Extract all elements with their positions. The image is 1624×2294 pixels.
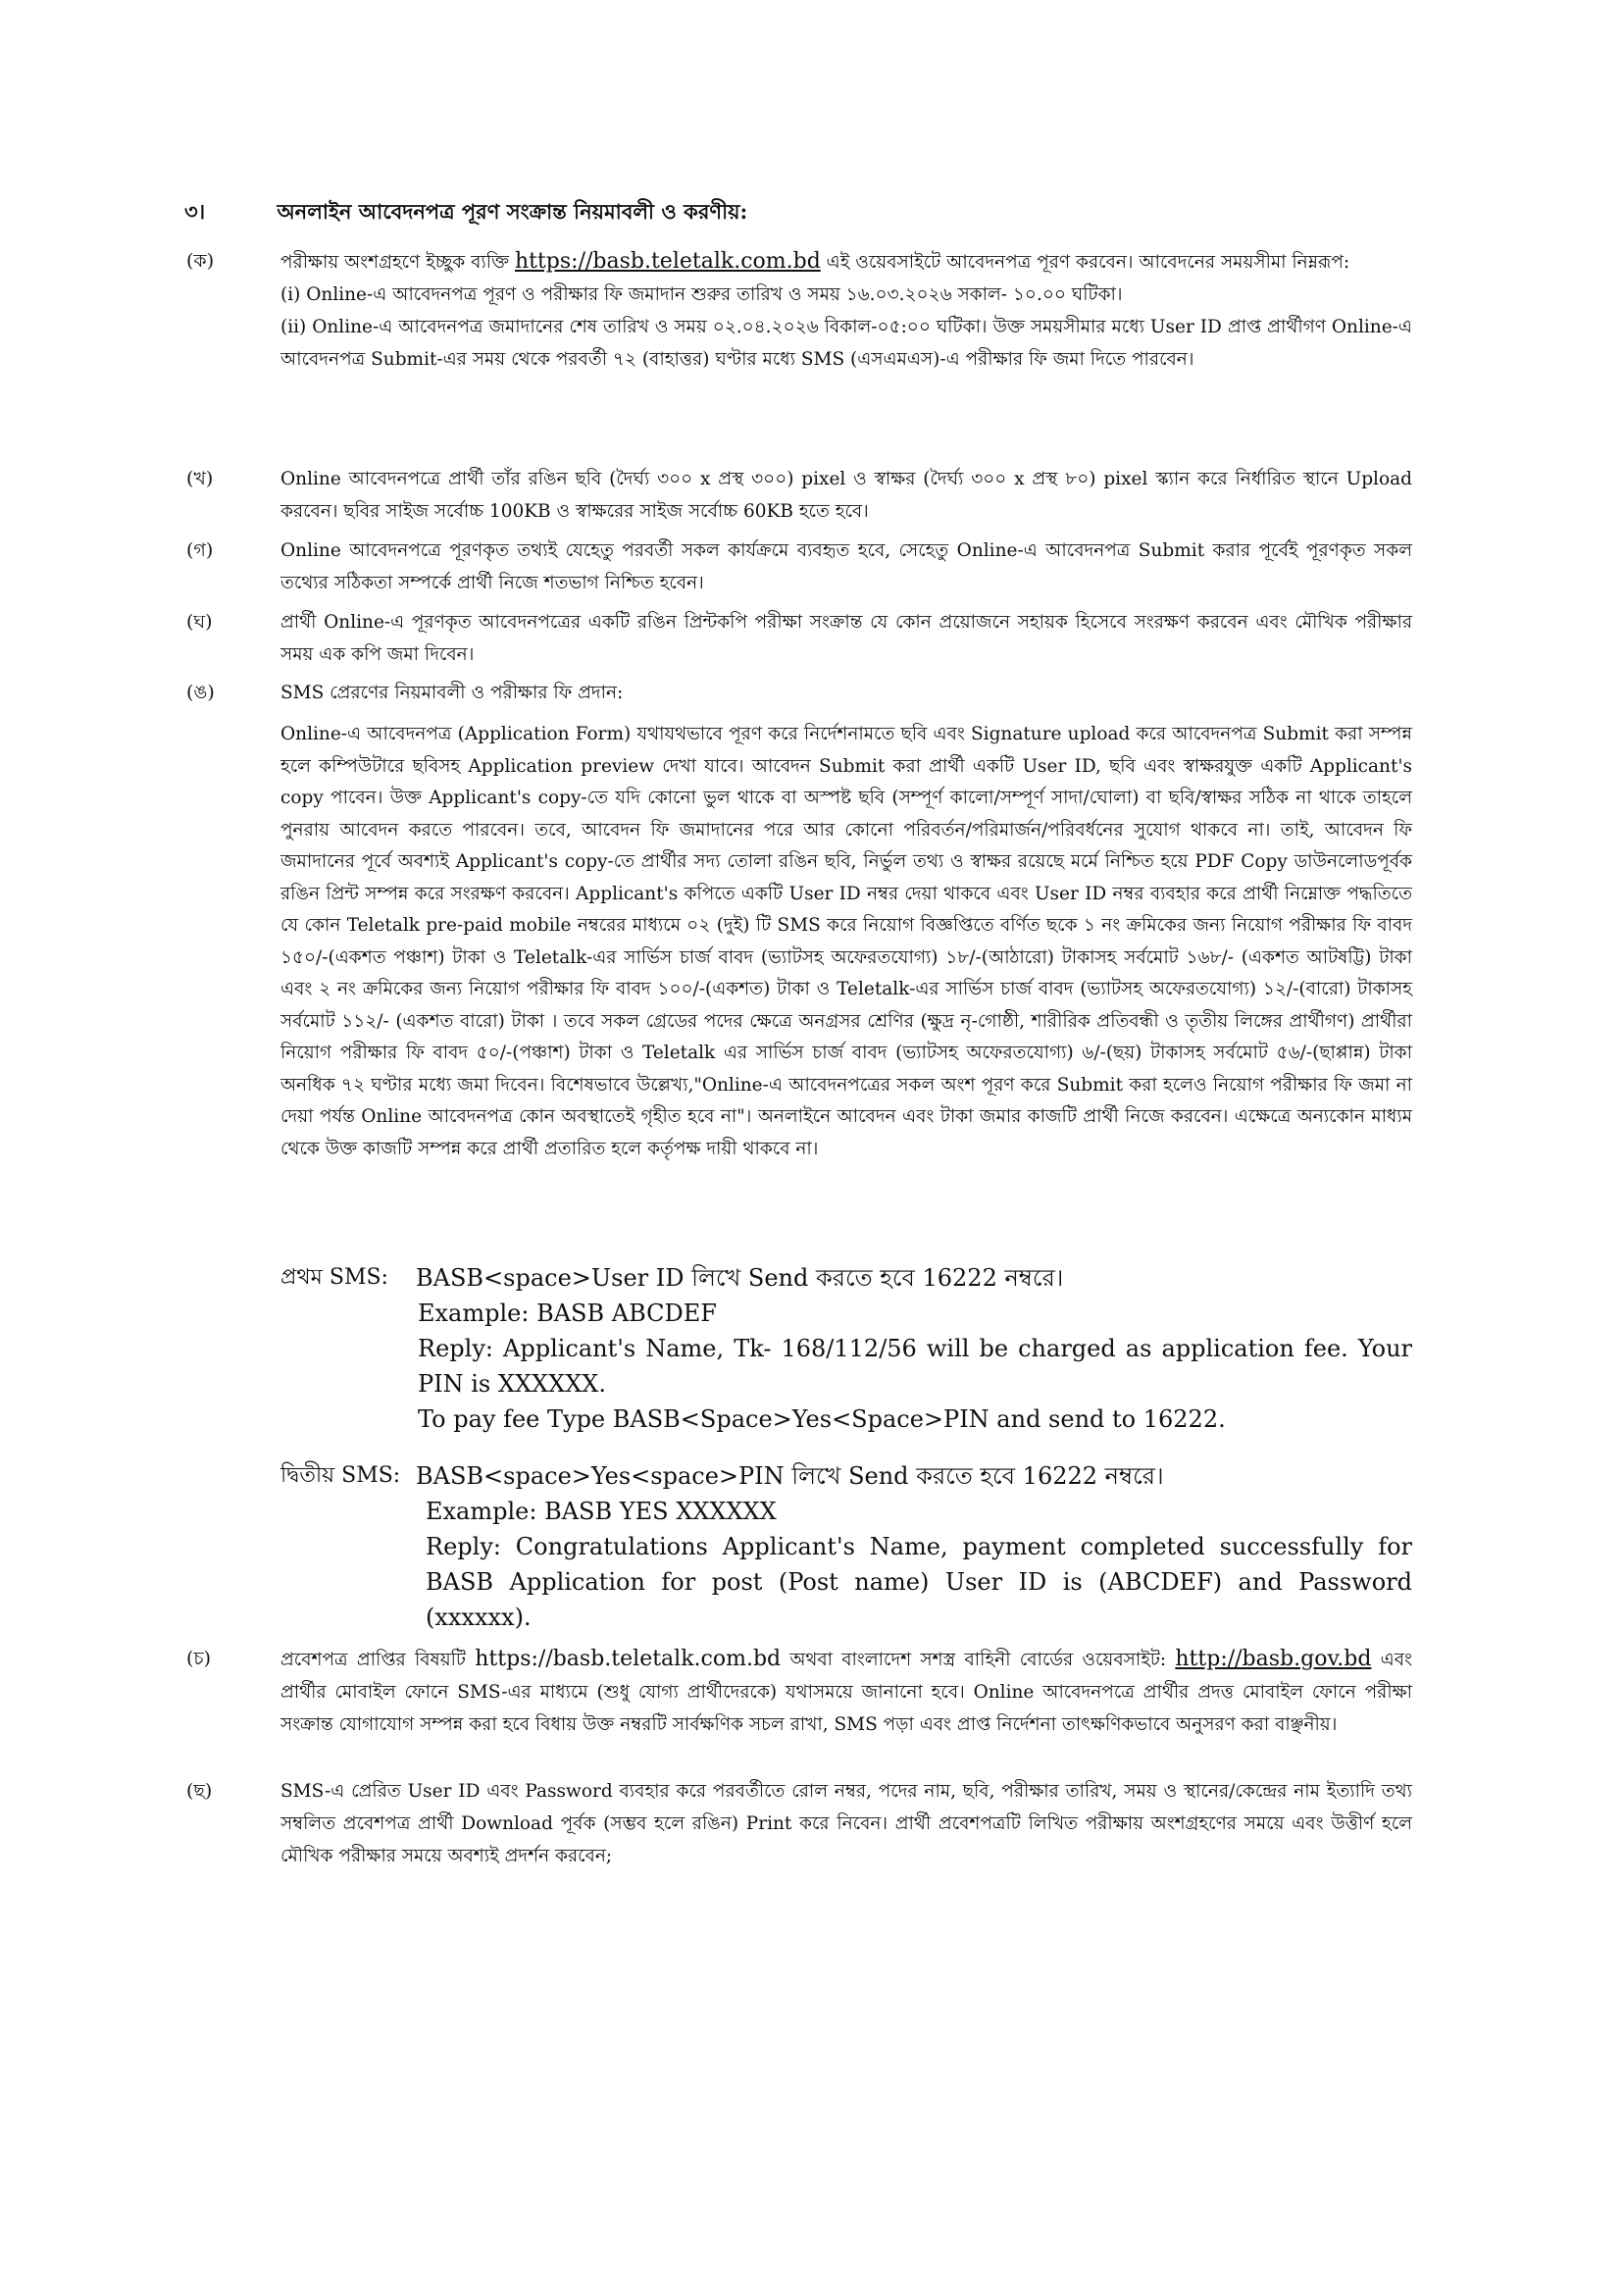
sms-first-line: BASB<space>User ID লিখে Send করতে হবে 16222 নম্বরে। [416,1264,1064,1292]
sms-first-head: প্রথম SMS: [280,1265,388,1290]
sms-first-pay: To pay fee Type BASB<Space>Yes<Space>PIN and send to 16222. [418,1405,1226,1433]
sms-instructions [186,1260,1412,1635]
item-ga [186,535,1412,599]
item-uma [186,677,1412,1165]
paragraph [280,245,1412,279]
paragraph: Online-এ আবেদনপত্র (Application Form) যথাযথভাবে পূরণ করে নির্দেশনামতে ছবি এবং Signature upload করে আবেদনপত্র Submit করা সম্পন্ন হলে কম্পিউটারে ছবিসহ Application preview দেখা যাবে। আবেদন Submit করা প্রার্থী একটি User ID, ছবি এবং স্বাক্ষরযুক্ত একটি Applicant's copy পাবেন। উক্ত Applicant's copy-তে যদি কোনো ভুল থাকে বা অস্পষ্ট ছবি (সম্পূর্ণ কালো/সম্পূর্ণ সাদা/ঘোলা) বা ছবি/স্বাক্ষর সঠিক না থাকে তাহলে পুনরায় আবেদন করতে পারবেন। তবে, আবেদন ফি জমাদানের পরে আর কোনো পরিবর্তন/পরিমার্জন/পরিবর্ধনের সুযোগ থাকবে না। তাই, আবেদন ফি জমাদানের পূর্বে অবশ্যই Applicant's copy-তে প্রার্থীর সদ্য তোলা রঙিন ছবি, নির্ভুল তথ্য ও স্বাক্ষর রয়েছে মর্মে নিশ্চিত হয়ে PDF Copy ডাউনলোডপূর্বক রঙিন প্রিন্ট সম্পন্ন করে সংরক্ষণ করবেন। Applicant's কপিতে একটি User ID নম্বর দেয়া থাকবে এবং User ID নম্বর ব্যবহার করে প্রার্থী নিম্নোক্ত পদ্ধতিতে যে কোন Teletalk pre-paid mobile নম্বরের মাধ্যমে ০২ (দুই) টি SMS করে নিয়োগ বিজ্ঞপ্তিতে বর্ণিত ছকে ১ নং ক্রমিকের জন্য নিয়োগ পরীক্ষার ফি বাবদ ১৫০/-(একশত পঞ্চাশ) টাকা ও Teletalk-এর সার্ভিস চার্জ বাবদ (ভ্যাটসহ অফেরতযোগ্য) ১৮/-(আঠারো) টাকাসহ সর্বমোট ১৬৮/- (একশত আটষট্টি) টাকা এবং ২ নং ক্রমিকের জন্য নিয়োগ পরীক্ষার ফি বাবদ ১০০/-(একশত) টাকা ও Teletalk-এর সার্ভিস চার্জ বাবদ (ভ্যাটসহ অফেরতযোগ্য) ১২/-(বারো) টাকাসহ সর্বমোট ১১২/- (একশত বারো) টাকা । তবে সকল গ্রেডের পদের ক্ষেত্রে অনগ্রসর শ্রেণির (ক্ষুদ্র নৃ-গোষ্ঠী, শারীরিক প্রতিবন্ধী ও তৃতীয় লিঙ্গের প্রার্থীগণ) প্রার্থীরা নিয়োগ পরীক্ষার ফি বাবদ ৫০/-(পঞ্চাশ) টাকা ও Teletalk এর সার্ভিস চার্জ বাবদ (ভ্যাটসহ অফেরতযোগ্য) ৬/-(ছয়) টাকাসহ সর্বমোট ৫৬/-(ছাপ্পান্ন) টাকা অনধিক ৭২ ঘণ্টার মধ্যে জমা দিবেন। বিশেষভাবে উল্লেখ্য,"Online-এ আবেদনপত্রের সকল অংশ পূরণ করে Submit করা হলেও নিয়োগ পরীক্ষার ফি জমা না দেয়া পর্যন্ত Online আবেদনপত্র কোন অবস্থাতেই গৃহীত হবে না"। অনলাইনে আবেদন এবং টাকা জমার কাজটি প্রার্থী নিজে করবেন। এক্ষেত্রে অন্যকোন মাধ্যম থেকে উক্ত কাজটি সম্পন্ন করে প্রার্থী প্রতারিত হলে কর্তৃপক্ষ দায়ী থাকবে না। [280,724,1412,1159]
item-label: (ছ) [186,1780,213,1802]
item-gha [186,606,1412,671]
sms-second [280,1458,1412,1635]
section-heading [184,196,1410,230]
item-body [280,245,1412,376]
item-label: (ঙ) [186,682,215,703]
section-title: অনলাইন আবেদনপত্র পূরণ সংক্রান্ত নিয়মাবলী ও করণীয়: [277,199,748,224]
sms-second-example: Example: BASB YES XXXXXX [426,1498,777,1525]
sms-first-reply: Reply: Applicant's Name, Tk- 168/112/56 will be charged as application fee. Your PIN is XXXXXX. [418,1335,1412,1398]
text: প্রবেশপত্র প্রাপ্তির বিষয়টি [280,1650,476,1670]
item-label: (চ) [186,1648,212,1669]
section-number: ৩। [184,199,206,224]
sms-second-line: BASB<space>Yes<space>PIN লিখে Send করতে হবে 16222 নম্বরে। [416,1462,1164,1490]
text: এই ওয়েবসাইটে আবেদনপত্র পূরণ করবেন। আবেদনের সময়সীমা নিম্নরূপ: [820,252,1350,273]
item-cha [186,1643,1412,1741]
teletalk-link[interactable]: https://basb.teletalk.com.bd [514,249,821,274]
sms-first-example: Example: BASB ABCDEF [418,1300,717,1327]
text: পরীক্ষায় অংশগ্রহণে ইচ্ছুক ব্যক্তি [280,252,515,273]
text: এবং প্রার্থীর মোবাইল ফোনে SMS-এর মাধ্যমে (শুধু যোগ্য প্রার্থীদেরকে) যথাসময়ে জানানো হবে। Online আবেদনপত্রে প্রার্থীর প্রদত্ত মোবাইল ফোনে পরীক্ষা সংক্রান্ত যোগাযোগ সম্পন্ন করা হবে বিধায় উক্ত নম্বরটি সার্বক্ষণিক সচল রাখা, SMS পড়া এবং প্রাপ্ত নির্দেশনা তাৎক্ষণিকভাবে অনুসরণ করা বাঞ্ছনীয়। [280,1650,1413,1735]
item-body: Online আবেদনপত্রে প্রার্থী তাঁর রঙিন ছবি (দৈর্ঘ্য ৩০০ x প্রস্থ ৩০০) pixel ও স্বাক্ষর (দৈর্ঘ্য ৩০০ x প্রস্থ ৮০) pixel স্ক্যান করে নির্ধারিত স্থানে Upload করবেন। ছবির সাইজ সর্বোচ্চ 100KB ও স্বাক্ষরের সাইজ সর্বোচ্চ 60KB হতে হবে। [280,469,1412,522]
item-body: SMS-এ প্রেরিত User ID এবং Password ব্যবহার করে পরবর্তীতে রোল নম্বর, পদের নাম, ছবি, পরীক্ষার তারিখ, সময় ও স্থানের/কেন্দ্রের নাম ইত্যাদি তথ্য সম্বলিত প্রবেশপত্র প্রার্থী Download পূর্বক (সম্ভব হলে রঙিন) Print করে নিবেন। প্রার্থী প্রবেশপত্রটি লিখিত পরীক্ষায় অংশগ্রহণের সময়ে এবং উত্তীর্ণ হলে মৌখিক পরীক্ষার সময়ে অবশ্যই প্রদর্শন করবেন; [280,1781,1412,1866]
sms-second-reply: Reply: Congratulations Applicant's Name, payment completed successfully for BASB Application for post (Post name) User ID is (ABCDEF) and Password (xxxxxx). [426,1533,1412,1631]
item-body: প্রার্থী Online-এ পূরণকৃত আবেদনপত্রের একটি রঙিন প্রিন্টকপি পরীক্ষা সংক্রান্ত যে কোন প্রয়োজনে সহায়ক হিসেবে সংরক্ষণ করবেন এবং মৌখিক পরীক্ষার সময় এক কপি জমা দিবেন। [280,612,1412,665]
text: অথবা বাংলাদেশ সশস্ত্র বাহিনী বোর্ডের ওয়েবসাইট: [781,1650,1176,1670]
item-body [280,677,1412,1165]
item-chha [186,1775,1412,1872]
item-label: (গ) [186,539,214,561]
item-label: (ঘ) [186,611,213,633]
basb-gov-link[interactable]: http://basb.gov.bd [1175,1647,1372,1671]
item-title: SMS প্রেরণের নিয়মাবলী ও পরীক্ষার ফি প্রদান: [280,683,624,703]
paragraph: (i) Online-এ আবেদনপত্র পূরণ ও পরীক্ষার ফি জমাদান শুরুর তারিখ ও সময় ১৬.০৩.২০২৬ সকাল- ১০.০০ ঘটিকা। [280,284,1123,305]
sms-second-head: দ্বিতীয় SMS: [280,1463,401,1488]
item-ka [186,245,1412,376]
sms-first [280,1260,1412,1437]
item-body: Online আবেদনপত্রে পূরণকৃত তথ্যই যেহেতু পরবর্তী সকল কার্যক্রমে ব্যবহৃত হবে, সেহেতু Online-এ আবেদনপত্র Submit করার পূর্বেই পূরণকৃত সকল তথ্যের সঠিকতা সম্পর্কে প্রার্থী নিজে শতভাগ নিশ্চিত হবেন। [280,540,1412,593]
teletalk-url[interactable]: https://basb.teletalk.com.bd [475,1647,782,1671]
item-body [280,1643,1412,1741]
item-kha [186,463,1412,528]
paragraph: (ii) Online-এ আবেদনপত্র জমাদানের শেষ তারিখ ও সময় ০২.০৪.২০২৬ বিকাল-০৫:০০ ঘটিকা। উক্ত সময়সীমার মধ্যে User ID প্রাপ্ত প্রার্থীগণ Online-এ আবেদনপত্র Submit-এর সময় থেকে পরবর্তী ৭২ (বাহাত্তর) ঘণ্টার মধ্যে SMS (এসএমএস)-এ পরীক্ষার ফি জমা দিতে পারবেন। [280,317,1412,370]
item-label: (খ) [186,468,214,489]
item-label: (ক) [186,250,215,272]
